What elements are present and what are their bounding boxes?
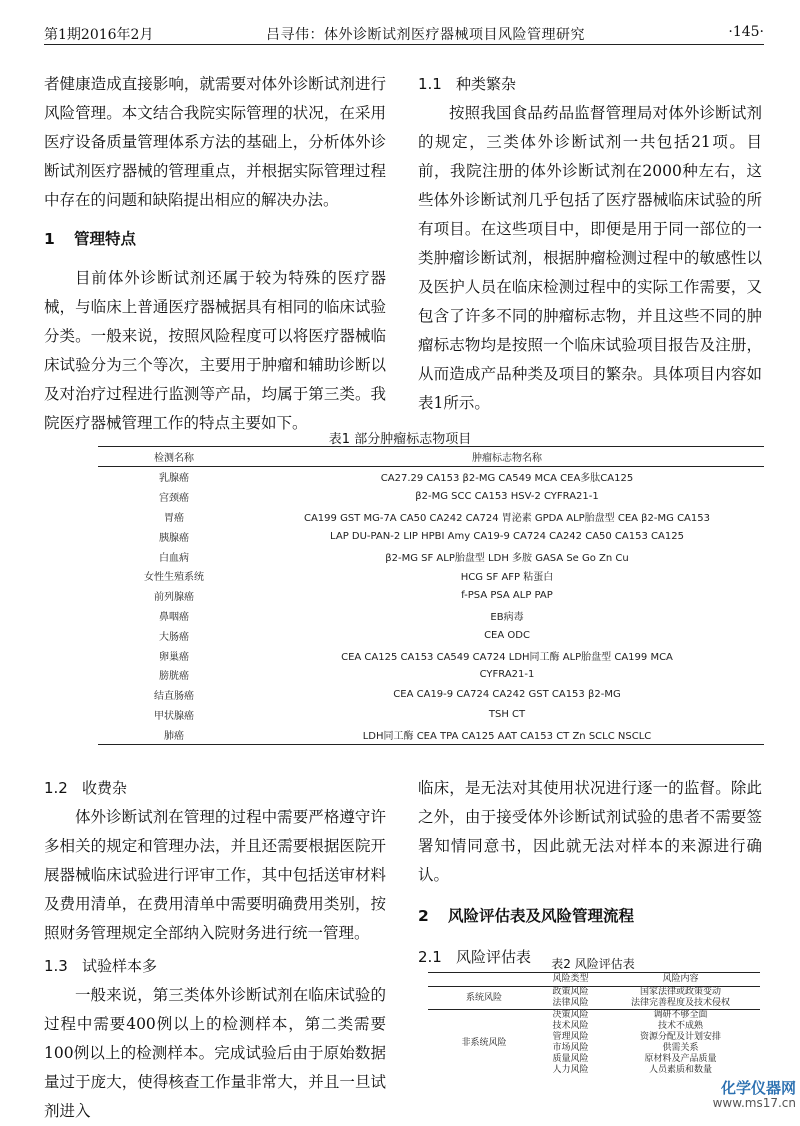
table-row xyxy=(98,507,764,527)
table-row xyxy=(98,566,764,586)
marker-list: LDH同工酶 CEA TPA CA125 AAT CA153 CT Zn SCLC NSCLC xyxy=(250,724,764,744)
marker-list: EB病毒 xyxy=(490,611,524,623)
table-row xyxy=(98,526,764,546)
subsection-title: 种类繁杂 xyxy=(456,75,517,93)
cancer-name: 宫颈癌 xyxy=(159,493,189,505)
cancer-name: 女性生殖系统 xyxy=(144,572,204,584)
table-row xyxy=(98,645,764,665)
risk-type: 技术风险 xyxy=(552,1021,589,1031)
issue-date: 第1期2016年2月 xyxy=(44,27,154,43)
cancer-name: 乳腺癌 xyxy=(159,473,189,485)
marker-list: CEA ODC xyxy=(484,629,530,641)
table-row xyxy=(98,724,764,744)
site-watermark xyxy=(713,1081,796,1111)
risk-group-systemic: 系统风险 xyxy=(428,987,540,1010)
cancer-name: 膀胱癌 xyxy=(159,671,189,683)
table-1-caption: 表1 部分肿瘤标志物项目 xyxy=(328,432,472,447)
charges-paragraph: 体外诊断试剂在管理的过程中需要严格遵守许多相关的规定和管理办法，并且还需要根据医院开展器械临床试验进行评审工作，其中包括送审材料及费用清单，在费用清单中需要明确费用类别，按照财务管理规定全部纳入院财务进行统一管理。 xyxy=(44,808,386,942)
risk-content: 资源分配及计划安排 xyxy=(640,1032,722,1042)
right-column-top xyxy=(418,70,762,418)
marker-list: β2-MG SF ALP胎盘型 LDH 多胺 GASA Se Go Zn Cu xyxy=(385,552,629,564)
left-column-top xyxy=(44,70,386,438)
table-row xyxy=(428,1010,760,1022)
subsection-number: 1.3 xyxy=(44,957,68,975)
risk-group-nonsystemic: 非系统风险 xyxy=(461,1037,507,1048)
table-row xyxy=(98,546,764,566)
subsection-number: 1.2 xyxy=(44,779,68,797)
subsection-1-2-heading xyxy=(44,774,386,803)
variety-paragraph: 按照我国食品药品监督管理局对体外诊断试剂的规定，三类体外诊断试剂一共包括21项。目前，我院注册的体外诊断试剂在2000种左右，这些体外诊断试剂几乎包括了医疗器械临床试验的所有项目。在这些项目中，即便是用于同一部位的一类肿瘤诊断试剂，根据肿瘤检测过程中的敏感性以及医护人员在临床检测过程中的实际工作需要，又包含了许多不同的肿瘤标志物，并且这些不同的肿瘤标志物均是按照一个临床试验项目报告及注册，从而造成产品种类及项目的繁杂。具体项目内容如表1所示。 xyxy=(418,104,762,412)
subsection-number: 2.1 xyxy=(418,948,442,966)
table-row xyxy=(98,625,764,645)
watermark-name: 化学仪器网 xyxy=(720,1079,796,1097)
intro-paragraph: 者健康造成直接影响，就需要对体外诊断试剂进行风险管理。本文结合我院实际管理的状况，在采用医疗设备质量管理体系方法的基础上，分析体外诊断试剂医疗器械的管理重点，并根据实际管理过程中存在的问题和缺陷提出相应的解决办法。 xyxy=(44,75,386,209)
risk-type: 人力风险 xyxy=(552,1065,589,1075)
marker-list: LAP DU-PAN-2 LIP HPBI Amy CA19-9 CA724 CA242 CA50 CA153 CA125 xyxy=(330,530,684,542)
marker-list: CEA CA19-9 CA724 CA242 GST CA153 β2-MG xyxy=(393,689,621,701)
cancer-name: 胰腺癌 xyxy=(159,532,189,544)
cancer-name: 胃癌 xyxy=(164,512,184,524)
risk-type: 决策风险 xyxy=(552,1010,589,1020)
table-2-caption: 表2 风险评估表 xyxy=(551,957,635,971)
table-row xyxy=(98,665,764,685)
subsection-title: 收费杂 xyxy=(82,779,128,797)
marker-list: f-PSA PSA ALP PAP xyxy=(461,590,553,602)
risk-content: 法律完善程度及技术侵权 xyxy=(601,998,760,1010)
subsection-number: 1.1 xyxy=(418,75,442,93)
page-number: ·145· xyxy=(728,24,764,40)
watermark-url: www.ms17.cn xyxy=(712,1096,796,1110)
cancer-name: 前列腺癌 xyxy=(154,592,194,604)
table-row xyxy=(428,987,760,999)
section-title: 风险评估表及风险管理流程 xyxy=(448,907,635,925)
samples-paragraph: 一般来说，第三类体外诊断试剂在临床试验的过程中需要400例以上的检测样本，第二类需要100例以上的检测样本。完成试验后由于原始数据量过于庞大，使得核查工作量非常大，并且一旦试剂进入 xyxy=(44,986,386,1120)
section-2-heading xyxy=(418,902,762,931)
marker-list: CEA CA125 CA153 CA549 CA724 LDH同工酶 ALP胎盘型 CA199 MCA xyxy=(341,651,673,663)
marker-list: CA27.29 CA153 β2-MG CA549 MCA CEA多肽CA125 xyxy=(380,473,634,485)
header-cancer: 检测名称 xyxy=(98,447,250,467)
table-row xyxy=(98,586,764,606)
header-risk-type: 风险类型 xyxy=(540,973,601,987)
management-features-paragraph: 目前体外诊断试剂还属于较为特殊的医疗器械，与临床上普通医疗器械据具有相同的临床试验分类。一般来说，按照风险程度可以将医疗器械临床试验分为三个等次，主要用于肿瘤和辅助诊断以及对治疗过程进行监测等产品，均属于第三类。我院医疗器械管理工作的特点主要如下。 xyxy=(44,269,386,432)
header-risk-content: 风险内容 xyxy=(601,973,760,987)
right-column-bottom xyxy=(418,774,762,972)
table-header-row xyxy=(428,973,760,987)
cancer-name: 肺癌 xyxy=(98,724,250,744)
cancer-name: 甲状腺癌 xyxy=(154,710,194,722)
consent-paragraph: 临床，是无法对其使用状况进行逐一的监督。除此之外，由于接受体外诊断试剂试验的患者不需要签署知情同意书，因此就无法对样本的来源进行确认。 xyxy=(418,779,762,884)
marker-list: HCG SF AFP 粘蛋白 xyxy=(460,572,554,584)
marker-list: β2-MG SCC CA153 HSV-2 CYFRA21-1 xyxy=(415,491,599,503)
marker-list: CA199 GST MG-7A CA50 CA242 CA724 胃泌素 GPDA ALP胎盘型 CEA β2-MG CA153 xyxy=(303,512,710,524)
header-markers: 肿瘤标志物名称 xyxy=(250,447,764,467)
table-row xyxy=(98,705,764,725)
cancer-name: 鼻咽癌 xyxy=(159,611,189,623)
risk-type: 管理风险 xyxy=(552,1032,589,1042)
table-header-row xyxy=(98,447,764,467)
subsection-title: 试验样本多 xyxy=(82,957,158,975)
marker-list: TSH CT xyxy=(488,708,526,720)
risk-assessment-table xyxy=(428,972,760,1076)
section-number: 2 xyxy=(418,907,429,925)
risk-content: 技术不成熟 xyxy=(658,1021,704,1031)
table-row xyxy=(98,685,764,705)
subsection-1-3-heading xyxy=(44,952,386,981)
left-column-bottom xyxy=(44,774,386,1126)
cancer-name: 卵巢癌 xyxy=(159,651,189,663)
marker-list: CYFRA21-1 xyxy=(479,669,535,681)
cancer-name: 白血病 xyxy=(159,552,189,564)
cancer-name: 大肠癌 xyxy=(159,631,189,643)
risk-content: 供需关系 xyxy=(662,1043,699,1053)
tumor-marker-table xyxy=(98,446,764,745)
risk-type: 质量风险 xyxy=(552,1054,589,1064)
section-1-heading xyxy=(44,225,386,254)
risk-content: 原材料及产品质量 xyxy=(644,1054,717,1064)
section-title: 管理特点 xyxy=(74,230,137,248)
table-row xyxy=(98,487,764,507)
subsection-1-1-heading xyxy=(418,70,762,99)
running-title: 吕寻伟：体外诊断试剂医疗器械项目风险管理研究 xyxy=(266,27,585,43)
header-blank xyxy=(428,973,540,987)
table-row xyxy=(98,606,764,626)
running-header xyxy=(44,22,764,45)
risk-content: 国家法律或政策变动 xyxy=(640,987,722,997)
risk-type: 法律风险 xyxy=(540,998,601,1010)
cancer-name: 结直肠癌 xyxy=(154,691,194,703)
table-row xyxy=(98,467,764,487)
section-number: 1 xyxy=(44,230,55,248)
risk-type: 市场风险 xyxy=(552,1043,589,1053)
risk-content: 调研不够全面 xyxy=(653,1010,708,1020)
risk-content: 人员素质和数量 xyxy=(649,1065,713,1075)
risk-type: 政策风险 xyxy=(552,987,589,997)
subsection-title: 风险评估表 xyxy=(456,948,532,966)
